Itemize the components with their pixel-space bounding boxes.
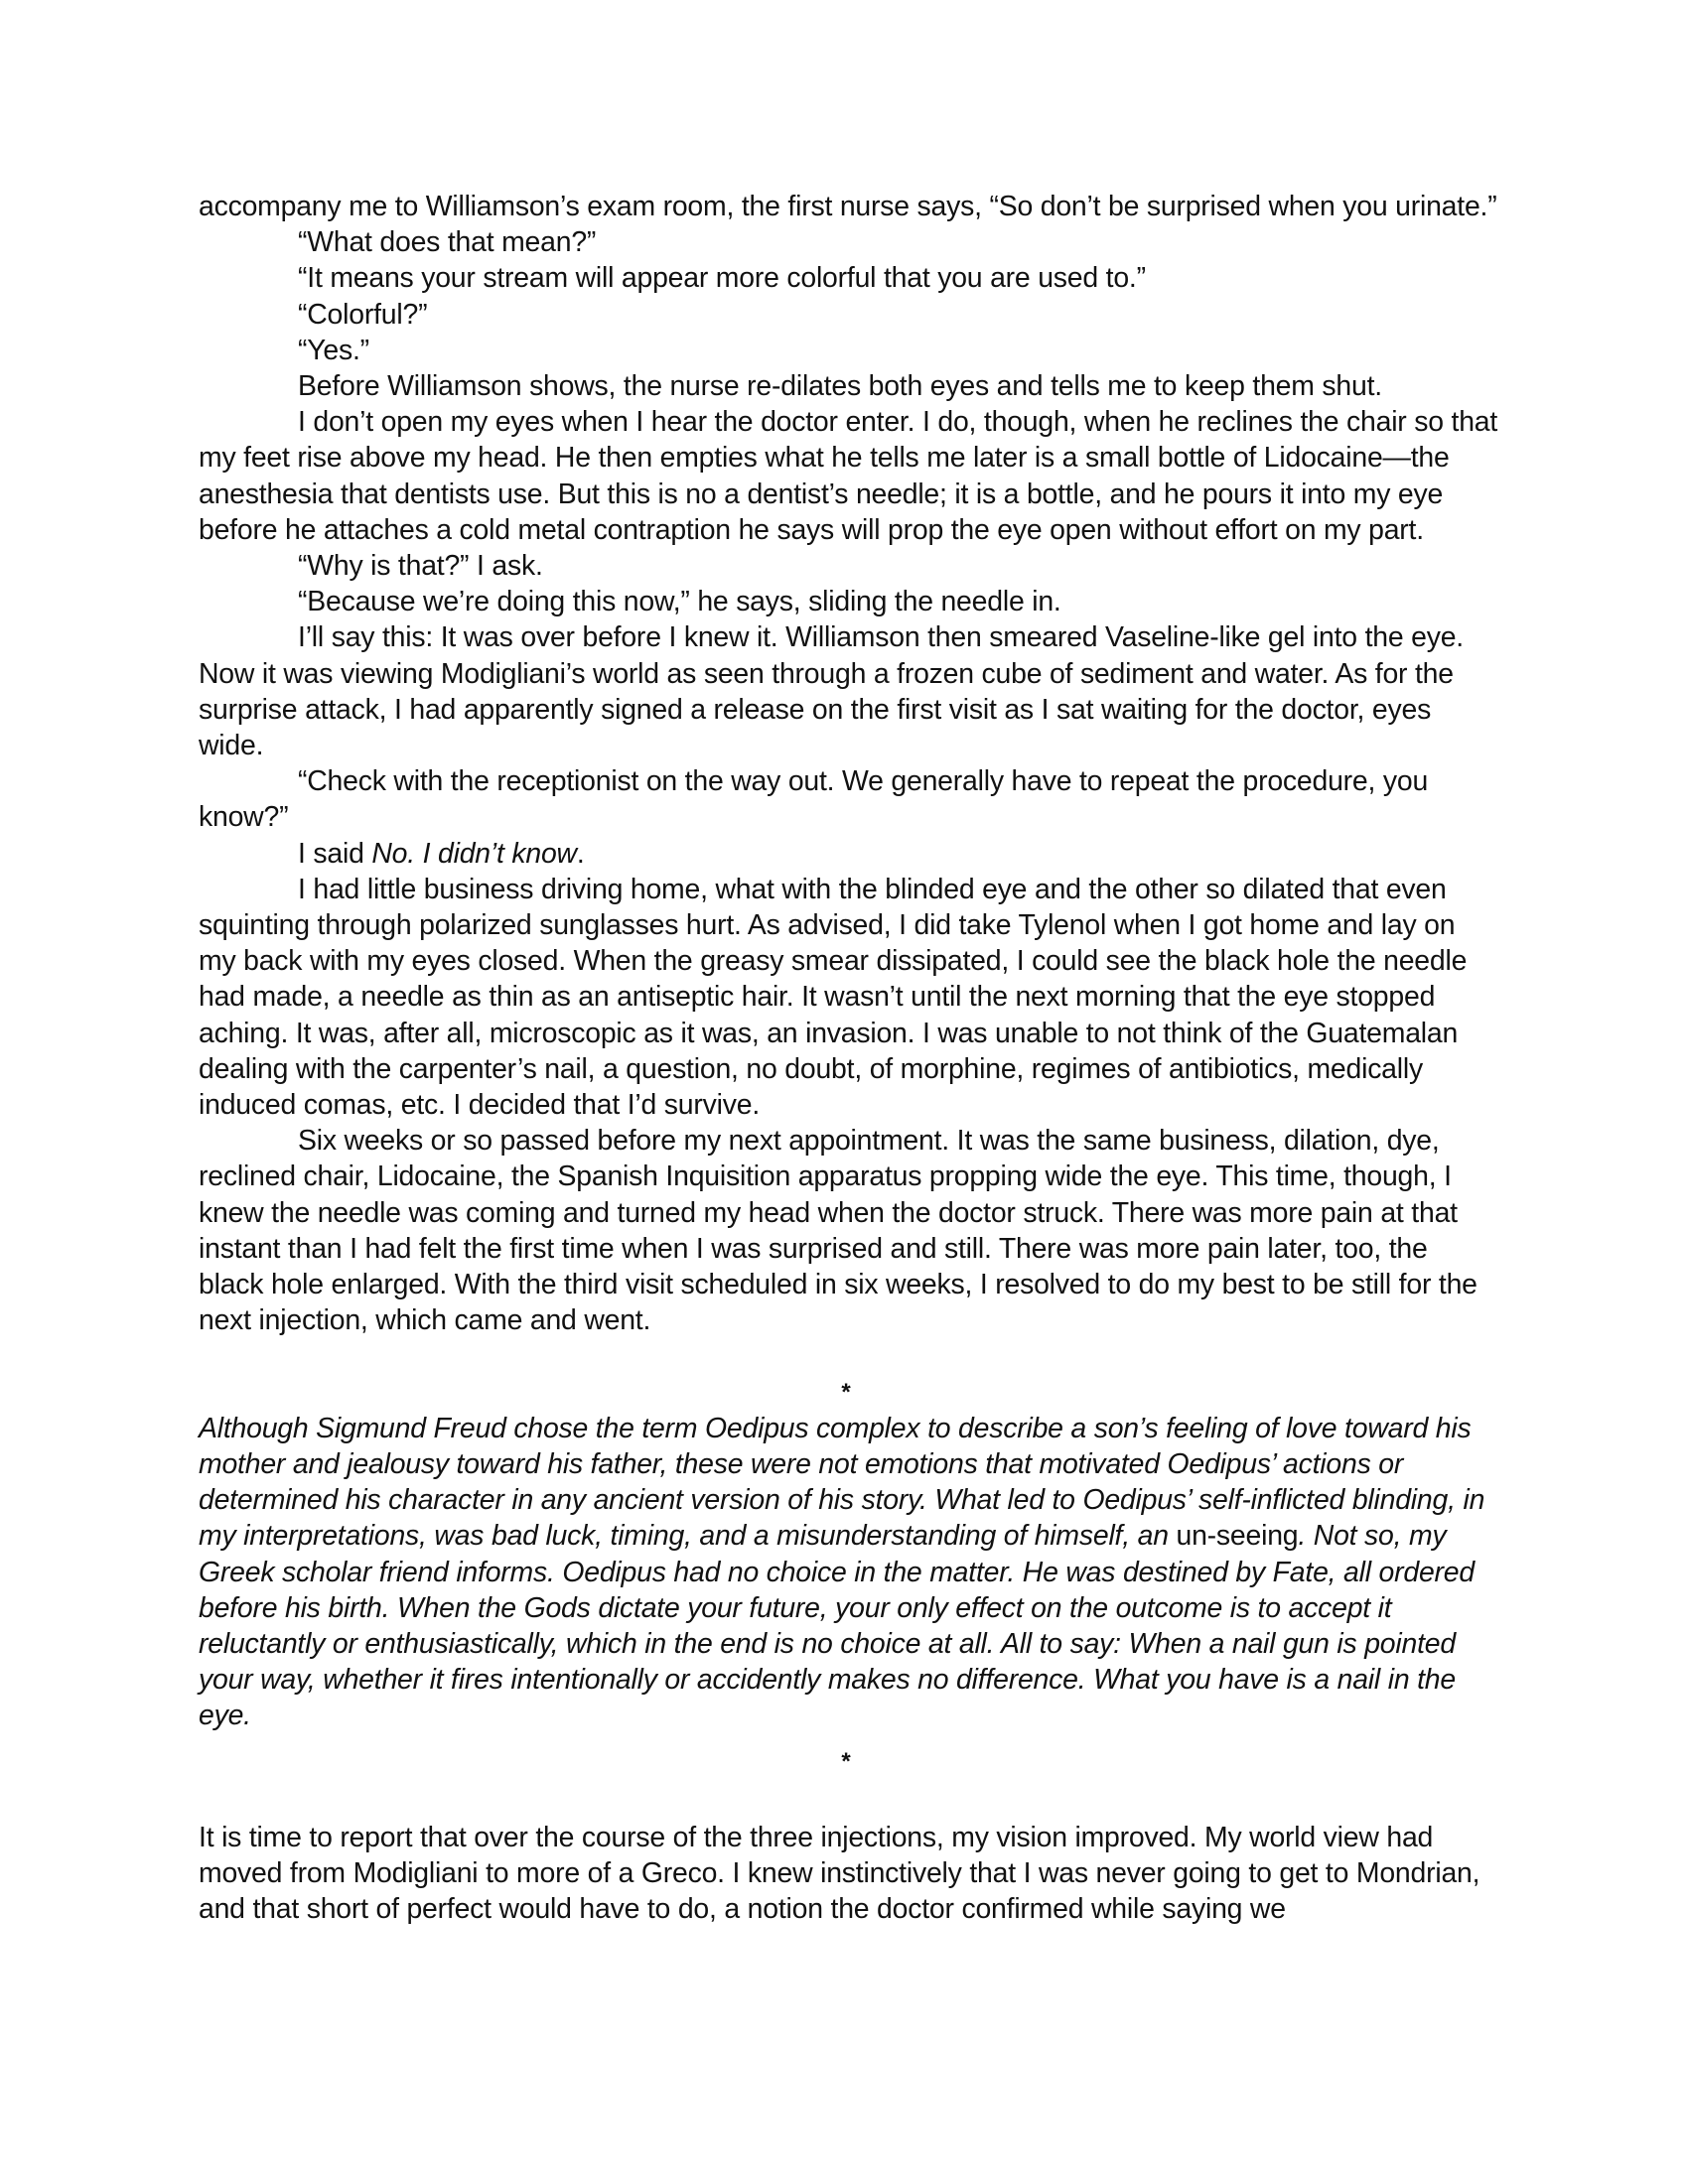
italic-passage-oedipus: [199, 1411, 1499, 1734]
paragraph-six-weeks: Six weeks or so passed before my next appointment. It was the same business, dilation, dye, reclined chair, Lidocaine, the Spanish Inquisition apparatus propping wide the eye. This time, though, I knew the needle was coming and turned my head when the doctor struck. There was more pain at that instant than I had felt the first time when I was surprised and still. There was more pain later, too, the black hole enlarged. With the third visit scheduled in six weeks, I resolved to do my best to be still for the next injection, which came and went.: [199, 1125, 1477, 1337]
paragraph-doctor-enters: I don’t open my eyes when I hear the doctor enter. I do, though, when he reclines the chair so that my feet rise above my head. He then empties what he tells me later is a small bottle of Lidocaine—the anesthesia that dentists use. But this is no a dentist’s needle; it is a bottle, and he pours it into my eye before he attaches a cold metal contraption he says will prop the eye open without effort on my part.: [199, 406, 1498, 546]
paragraph-vision-improved: It is time to report that over the course of the three injections, my vision improved. My world view had moved from Modigliani to more of a Greco. I knew instinctively that I was never going to get to Mondrian, and that short of perfect would have to do, a notion the doctor confirmed while saying we: [199, 1821, 1480, 1926]
upright-word-un-seeing: un-seeing: [1176, 1520, 1299, 1553]
dialogue-yes: “Yes.”: [298, 334, 369, 366]
spacer: [199, 1339, 1499, 1375]
italic-part-b: . Not so, my Greek scholar friend informs. Oedipus had no choice in the matter. He was destined by Fate, all ordered before his birth. When the Gods dictate your future, your only effect on the outcome is to accept it reluctantly or enthusiastically, which in the end is no choice at all. All to say: When a nail gun is pointed your way, whether it fires intentionally or accidently makes no difference. What you have is a nail in the eye.: [199, 1520, 1475, 1732]
italic-part-a: Although Sigmund Freud chose the term Oedipus complex to describe a son’s feeling of love toward his mother and jealousy toward his father, these were not emotions that motivated Oedipus’ actions or determined his character in any ancient version of his story. What led to Oedipus’ self-inflicted blinding, in my interpretations, was bad luck, timing, and a misunderstanding of himself, an: [199, 1412, 1485, 1553]
document-page: [199, 189, 1499, 1927]
paragraph-re-dilates: Before Williamson shows, the nurse re-dilates both eyes and tells me to keep them shut.: [298, 370, 1382, 403]
dialogue-colorful: “Colorful?”: [298, 298, 428, 331]
paragraph-over-before: I’ll say this: It was over before I knew it. Williamson then smeared Vaseline-like gel into the eye. Now it was viewing Modigliani’s world as seen through a frozen cube of sediment and water. As for the surprise attack, I had apparently signed a release on the first visit as I sat waiting for the doctor, eyes wide.: [199, 621, 1464, 762]
spacer: [199, 1780, 1499, 1820]
dialogue-what-does-that-mean: “What does that mean?”: [298, 226, 597, 259]
paragraph-nurse-warning: accompany me to Williamson’s exam room, the first nurse says, “So don’t be surprised when you urinate.”: [199, 191, 1497, 222]
i-said-lead: I said: [298, 837, 372, 870]
paragraph-driving-home: I had little business driving home, what with the blinded eye and the other so dilated that even squinting through polarized sunglasses hurt. As advised, I did take Tylenol when I got home and lay on my back with my eyes closed. When the greasy smear dissipated, I could see the black hole the needle had made, a needle as thin as an antiseptic hair. It wasn’t until the next morning that the eye stopped aching. It was, after all, microscopic as it was, an invasion. I was unable to not think of the Guatemalan dealing with the carpenter’s nail, a question, no doubt, of morphine, regimes of antibiotics, medically induced comas, etc. I decided that I’d survive.: [199, 873, 1468, 1122]
dialogue-stream-colorful: “It means your stream will appear more colorful that you are used to.”: [298, 262, 1146, 295]
paragraph-i-said: [199, 836, 1499, 872]
spacer: [199, 1734, 1499, 1744]
section-separator-1: *: [841, 1378, 851, 1406]
i-said-italic: No. I didn’t know: [371, 837, 577, 870]
dialogue-check-receptionist: “Check with the receptionist on the way out. We generally have to repeat the procedure, you know?”: [199, 765, 1429, 834]
section-separator-2: *: [841, 1747, 851, 1775]
i-said-end: .: [576, 837, 585, 870]
dialogue-because-now: “Because we’re doing this now,” he says, sliding the needle in.: [298, 586, 1061, 618]
dialogue-why-is-that: “Why is that?” I ask.: [298, 550, 543, 583]
